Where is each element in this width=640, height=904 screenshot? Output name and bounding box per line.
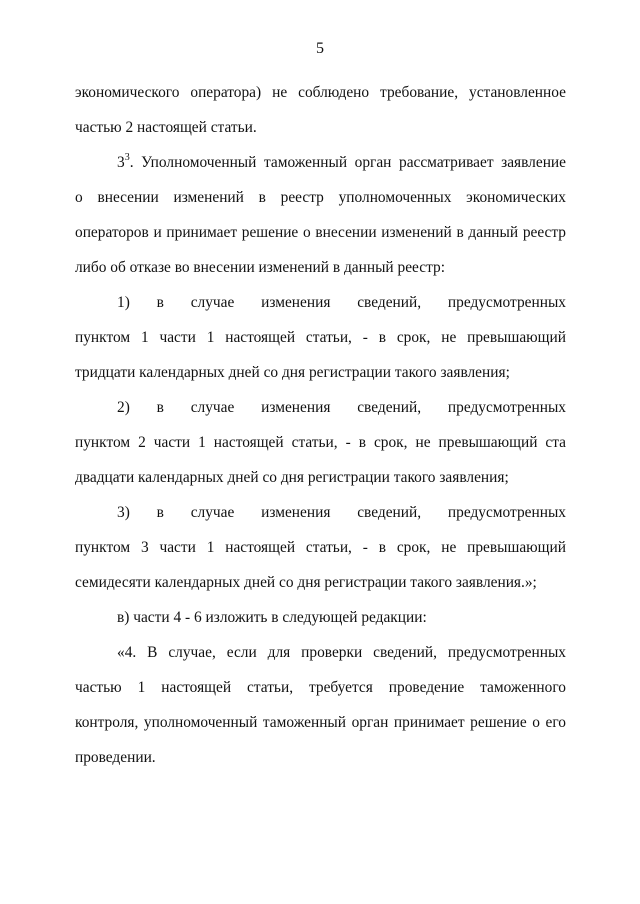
paragraph-number: 3 bbox=[117, 154, 125, 171]
list-item-3 bbox=[75, 495, 566, 600]
paragraph-v bbox=[75, 600, 566, 635]
text-line: пунктом 2 части 1 настоящей статьи, - в срок, не превышающий ста bbox=[75, 434, 566, 451]
text-line bbox=[75, 145, 566, 180]
text-line: пунктом 1 части 1 настоящей статьи, - в срок, не превышающий bbox=[75, 329, 566, 346]
text-line: о внесении изменений в реестр уполномоченных экономических bbox=[75, 189, 566, 206]
paragraph-3-3 bbox=[75, 145, 566, 285]
list-item-2 bbox=[75, 390, 566, 495]
text-line: семидесяти календарных дней со дня регистрации такого заявления.»; bbox=[75, 574, 537, 591]
paragraph-4 bbox=[75, 635, 566, 775]
text-line: тридцати календарных дней со дня регистрации такого заявления; bbox=[75, 364, 510, 381]
paragraph-continuation bbox=[75, 75, 566, 145]
text-line: 1) в случае изменения сведений, предусмотренных bbox=[117, 294, 566, 311]
text-line: 3) в случае изменения сведений, предусмотренных bbox=[117, 504, 566, 521]
list-item-1 bbox=[75, 285, 566, 390]
text-line: операторов и принимает решение о внесении изменений в данный реестр bbox=[75, 224, 566, 241]
page-number: 5 bbox=[316, 40, 324, 57]
text-line: в) части 4 - 6 изложить в следующей редакции: bbox=[117, 609, 427, 626]
text-line: частью 1 настоящей статьи, требуется проведение таможенного bbox=[75, 679, 566, 696]
text-line: проведении. bbox=[75, 749, 156, 766]
text-line: «4. В случае, если для проверки сведений, предусмотренных bbox=[117, 644, 566, 661]
text-line: либо об отказе во внесении изменений в данный реестр: bbox=[75, 259, 445, 276]
text-line: экономического оператора) не соблюдено требование, установленное bbox=[75, 84, 566, 101]
paragraph-text: . Уполномоченный таможенный орган рассматривает заявление bbox=[129, 154, 566, 171]
text-line: пунктом 3 части 1 настоящей статьи, - в срок, не превышающий bbox=[75, 539, 566, 556]
text-line: частью 2 настоящей статьи. bbox=[75, 119, 257, 136]
document-body bbox=[75, 75, 566, 775]
text-line: 2) в случае изменения сведений, предусмотренных bbox=[117, 399, 566, 416]
text-line: двадцати календарных дней со дня регистрации такого заявления; bbox=[75, 469, 509, 486]
text-line: контроля, уполномоченный таможенный орган принимает решение о его bbox=[75, 714, 566, 731]
superscript: 3 bbox=[124, 152, 130, 163]
